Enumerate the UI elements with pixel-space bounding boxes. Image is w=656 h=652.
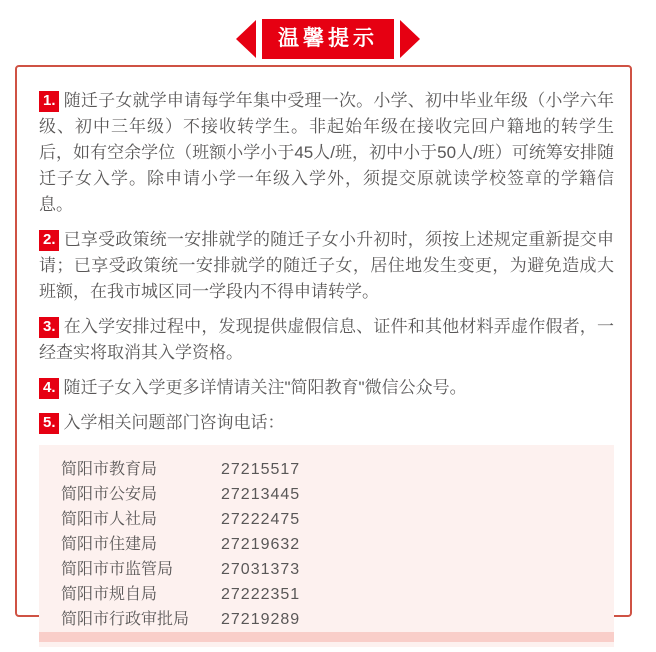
table-row [39,507,614,532]
item-number-badge: 4. [39,378,59,399]
phone-table [39,445,614,647]
notice-item-1 [39,88,614,218]
phone-number: 27222475 [221,511,301,528]
phone-number: 27222351 [221,586,301,603]
table-row [39,582,614,607]
notice-item-2 [39,227,614,305]
phone-number: 27215517 [221,461,301,478]
notice-item-text: 入学相关问题部门咨询电话： [63,413,285,432]
item-number-badge: 3. [39,317,59,338]
department-name: 简阳市住建局 [61,536,158,553]
notice-item-text: 在入学安排过程中，发现提供虚假信息、证件和其他材料弄虚作假者，一经查实将取消其入学资格。 [39,317,614,362]
table-row [39,482,614,507]
phone-number: 27213445 [221,486,301,503]
table-row [39,557,614,582]
department-name: 简阳市规自局 [61,586,158,603]
table-row [39,607,614,632]
department-name: 简阳市人社局 [61,511,158,528]
phone-number: 27219632 [221,536,301,553]
phone-number: 27219289 [221,611,301,628]
notice-item-5 [39,410,614,436]
notice-item-4 [39,375,614,401]
item-number-badge: 2. [39,230,59,251]
table-row [39,532,614,557]
phone-number: 27031373 [221,561,301,578]
left-arrow-icon [236,20,256,58]
notice-list [39,88,614,436]
page-title: 温馨提示 [262,19,394,59]
right-arrow-icon [400,20,420,58]
notice-item-text: 随迁子女入学更多详情请关注"简阳教育"微信公众号。 [63,378,467,397]
header [0,12,656,66]
department-name: 简阳市行政审批局 [61,611,190,628]
department-name: 简阳市教育局 [61,461,158,478]
table-row [39,457,614,482]
department-name: 简阳市市监管局 [61,561,174,578]
notice-item-3 [39,314,614,366]
item-number-badge: 1. [39,91,59,112]
notice-item-text: 随迁子女就学申请每学年集中受理一次。小学、初中毕业年级（小学六年级、初中三年级）不接收转学生。非起始年级在接收完回户籍地的转学生后，如有空余学位（班额小学小于45人/班，初中小于50人/班）可统筹安排随迁子女入学。除申请小学一年级入学外，须提交原就读学校签章的学籍信息。 [39,91,614,214]
department-name: 简阳市公安局 [61,486,158,503]
table-bottom-strip [39,632,614,642]
item-number-badge: 5. [39,413,59,434]
notice-item-text: 已享受政策统一安排就学的随迁子女小升初时，须按上述规定重新提交申请；已享受政策统一安排就学的随迁子女，居住地发生变更，为避免造成大班额，在我市城区同一学段内不得申请转学。 [39,230,614,301]
notice-card [15,65,632,628]
phone-rows [39,457,614,632]
